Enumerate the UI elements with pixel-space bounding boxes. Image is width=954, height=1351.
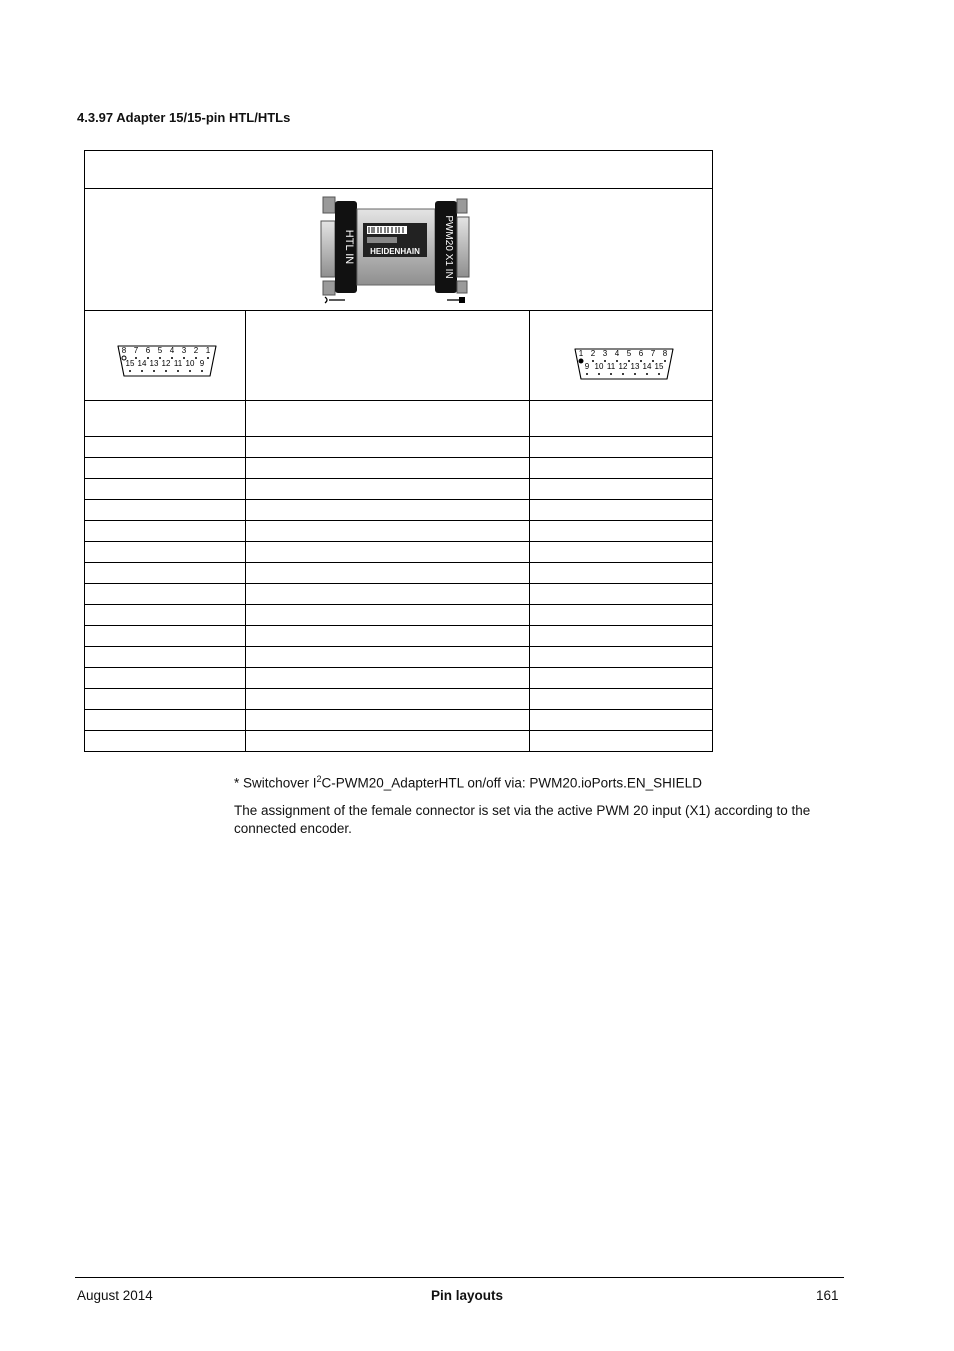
pin-label: 7: [133, 346, 139, 355]
pin-label: 13: [630, 362, 640, 371]
pin-label: 5: [626, 349, 632, 358]
pin-dot: [604, 360, 606, 362]
pin-label: 14: [137, 359, 147, 368]
connector-right-cell: [530, 311, 713, 401]
adapter-image-cell: [85, 189, 713, 311]
pin-label: 11: [173, 359, 183, 368]
pin-dot: [195, 357, 197, 359]
table-row: [85, 605, 713, 626]
table-row: [85, 668, 713, 689]
pin-dot: [658, 373, 660, 375]
pin-dot: [141, 370, 143, 372]
pin-label: 4: [614, 349, 620, 358]
assignment-note: The assignment of the female connector is set via the active PWM 20 input (X1) according to the connected encoder.: [234, 803, 811, 836]
table-row: [85, 479, 713, 500]
pin-label: 1: [205, 346, 211, 355]
footnote-suffix: C-PWM20_AdapterHTL on/off via: PWM20.ioPorts.EN_SHIELD: [321, 775, 702, 791]
pin-layout-table: [84, 150, 713, 752]
table-row: [85, 542, 713, 563]
pin-label: 15: [125, 359, 135, 368]
pin-dot: [586, 373, 588, 375]
adapter-label-left: HTL IN: [343, 229, 355, 265]
pin-dot: [153, 370, 155, 372]
pin-label: 3: [602, 349, 608, 358]
table-row: [85, 647, 713, 668]
pin-dot: [664, 360, 666, 362]
adapter-image-row: [85, 189, 713, 311]
pin-dot: [171, 357, 173, 359]
table-title-cell: [85, 151, 713, 189]
pin-label: 3: [181, 346, 187, 355]
pin-label: 15: [654, 362, 664, 371]
pin-label: 6: [145, 346, 151, 355]
footnote-sup: 2: [316, 774, 322, 784]
table-row: [85, 626, 713, 647]
pin-label: 12: [161, 359, 171, 368]
footnote: [234, 774, 702, 791]
pin-label: 5: [157, 346, 163, 355]
pin-label: 2: [193, 346, 199, 355]
connector-left-cell: [85, 311, 246, 401]
pin-dot: [165, 370, 167, 372]
pin-label: 12: [618, 362, 628, 371]
table-row: [85, 458, 713, 479]
pin-dot: [646, 373, 648, 375]
table-row: [85, 689, 713, 710]
adapter-brand: HEIDENHAIN: [370, 247, 420, 256]
pin-label: 14: [642, 362, 652, 371]
adapter-label-right: PWM20 X1 IN: [443, 215, 454, 279]
connector-row: [85, 311, 713, 401]
pin-label: 9: [584, 362, 590, 371]
pin-dot: [622, 373, 624, 375]
dsub15-connector-left: [115, 343, 219, 379]
pin-label: 11: [606, 362, 616, 371]
table-title-row: [85, 151, 713, 189]
table-header-row: [85, 401, 713, 437]
pin-dot: [177, 370, 179, 372]
pin-label: 9: [199, 359, 205, 368]
table-row: [85, 731, 713, 752]
pin-dot: [129, 370, 131, 372]
table-row: [85, 437, 713, 458]
pin-label: 10: [185, 359, 195, 368]
pin-label: 13: [149, 359, 159, 368]
footnote-prefix: * Switchover I: [234, 775, 317, 791]
pin-label: 4: [169, 346, 175, 355]
pin-label: 2: [590, 349, 596, 358]
pin-dot: [598, 373, 600, 375]
dsub15-connector-right: [572, 346, 676, 382]
pin-dot: [189, 370, 191, 372]
table-row: [85, 563, 713, 584]
connector-middle-cell: [246, 311, 530, 401]
table-row: [85, 584, 713, 605]
pin-dot: [634, 373, 636, 375]
footer-divider: [75, 1277, 844, 1278]
pin-dot: [579, 359, 583, 363]
footer-section: Pin layouts: [430, 1288, 503, 1303]
pin-dot: [610, 373, 612, 375]
pin-label: 8: [121, 346, 127, 355]
table-row: [85, 710, 713, 731]
footer-date: August 2014: [77, 1288, 153, 1303]
pin-label: 6: [638, 349, 644, 358]
pin-label: 10: [594, 362, 604, 371]
footer-page-number: 161: [816, 1288, 839, 1303]
pin-label: 1: [578, 349, 584, 358]
pin-label: 7: [650, 349, 656, 358]
section-heading: 4.3.97 Adapter 15/15-pin HTL/HTLs: [77, 110, 291, 125]
pin-dot: [201, 370, 203, 372]
adapter-photo: [311, 193, 481, 305]
table-row: [85, 521, 713, 542]
pin-dot: [207, 357, 209, 359]
table-row: [85, 500, 713, 521]
pin-label: 8: [662, 349, 668, 358]
